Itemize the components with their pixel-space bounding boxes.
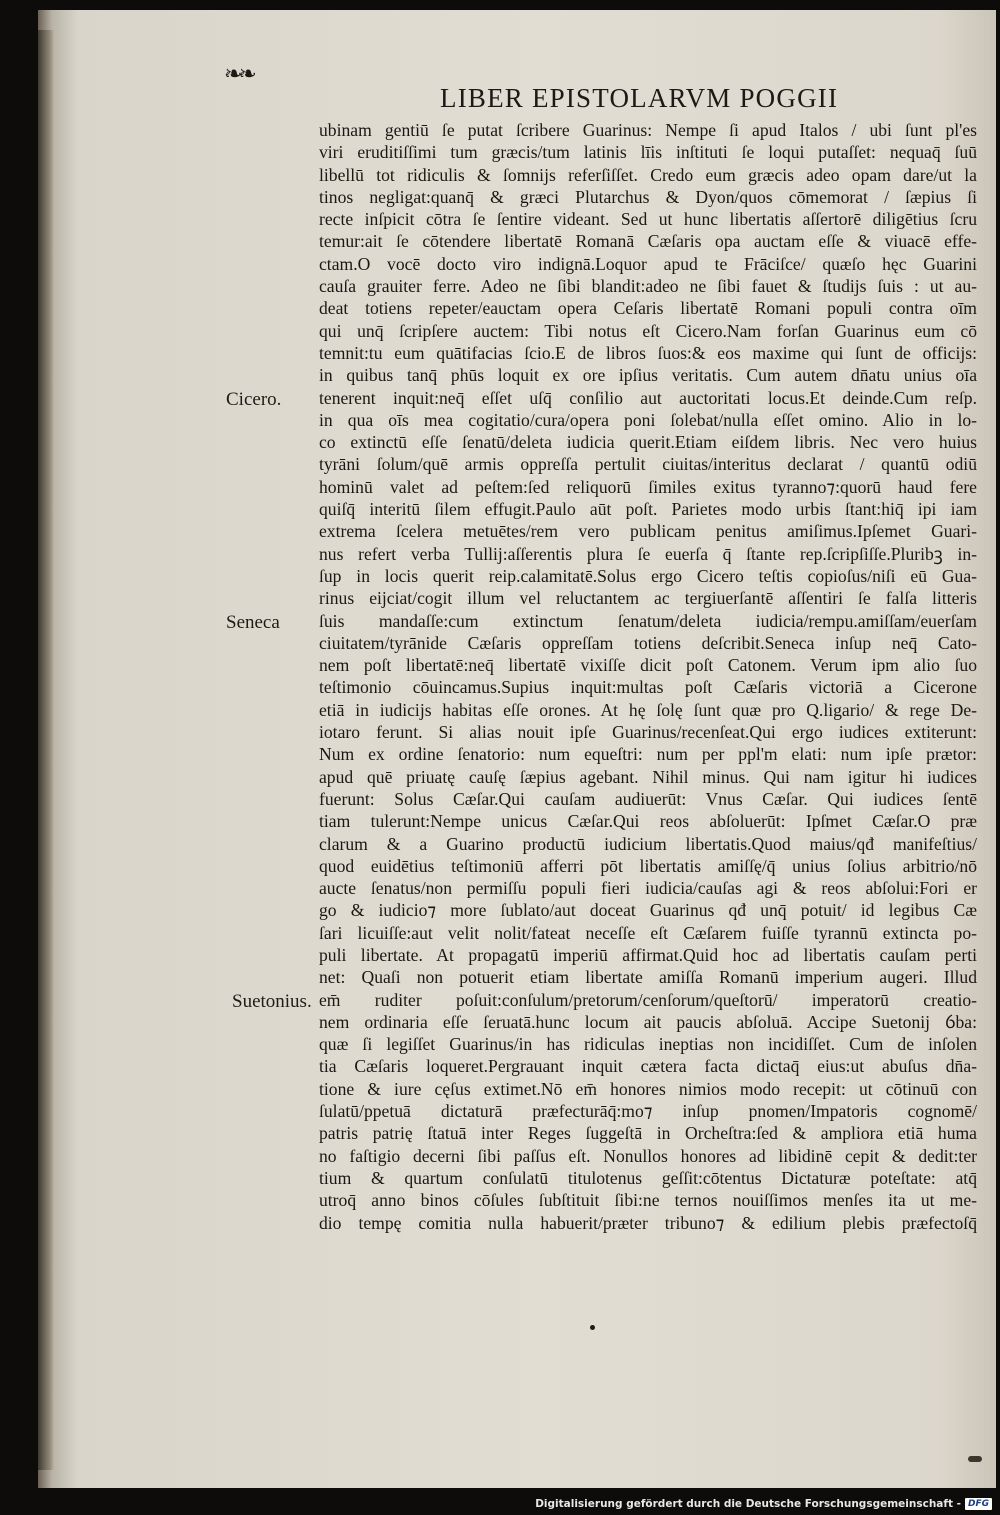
footer-credit: Digitalisierung gefördert durch die Deutsche Forschungsgemeinschaft -	[535, 1498, 961, 1510]
text-line: tyrāni ſolum/quē armis oppreſſa pertulit ciuitas/interitus declarat / quantū odiū	[319, 454, 977, 475]
text-line: apud quē priuatę cauſę ſæpius agebant. Nihil minus. Qui nam igitur hi iudices	[319, 766, 977, 787]
digitization-footer	[535, 1496, 992, 1512]
text-line: tinos negligat:quanq̄ & græci Plutarchus & Dyon/quos cōmemorat / ſæpius ſi	[319, 186, 977, 207]
text-line: clarum & a Guarino productū iudicium libertatis.Quod maius/qđ manifeſtius/	[319, 833, 977, 854]
text-line: etiā in iudicijs habitas eſſe orones. At hę ſolę ſunt quæ pro Q.ligario/ & rege De-	[319, 699, 977, 720]
text-line: no faſtigio decerni ſibi paſſus eſt. Nonullos honores ad libidinē cepit & dedit:ter	[319, 1145, 977, 1166]
text-line: ctam.O vocē docto viro indignā.Loquor apud te Frāciſce/ quæſo hęc Guarini	[319, 253, 977, 274]
text-line: quod euidētius teſtimoniū afferri pōt libertatis amiſſę/q̄ unius ſolius arbitrio/nō	[319, 855, 977, 876]
text-line: iotaro ferunt. Si alias nouit ipſe Guarinus/recenſeat.Qui ergo iudices extiterunt:	[319, 722, 977, 743]
text-line: ciuitatem/tyrānide Cæſaris oppreſſam totiens deſcribit.Seneca inſup neq̄ Cato-	[319, 632, 977, 653]
text-line: libellū tot ridiculis & ſomnijs referſiſſet. Credo eum græcis adeo opam dare/ut la	[319, 164, 977, 185]
text-line: puli libertate. At propagatū imperiū affirmat.Quid hoc ad libertatis cauſam perti	[319, 944, 977, 965]
text-line: cauſa grauiter ferre. Adeo ne ſibi blandit:adeo ne ſibi fauet & ſtudijs ſuis : ut au-	[319, 276, 977, 297]
margin-note: Suetonius.	[232, 990, 312, 1012]
text-line: temnit:tu eum quātifacias ſcio.E de libros ſuos:& eos maxime qui ſunt de officijs:	[319, 342, 977, 363]
text-line: tium & quartum conſulatū titulotenus geſſit:cōtentus Dictaturæ poteſtate: atq̄	[319, 1167, 977, 1188]
text-line: aucte ſenatus/non permiſſu populi fieri iudicia/cauſas agi & reos abſolui:Fori er	[319, 878, 977, 899]
margin-note: Seneca	[226, 611, 280, 633]
text-line: extrema ſcelera metuētes/rem vero publicam penitus amiſimus.Ipſemet Guari-	[319, 521, 977, 542]
text-line: recte inſpicit cōtra ſe ſentire videant. Sed ut hunc libertatis aſſertorē diligētius ſcru	[319, 209, 977, 230]
text-line: tia Cæſaris loqueret.Pergrauant inquit cætera facta dictaq̄ eius:ut abuſus dn̄a-	[319, 1056, 977, 1077]
dfg-logo-icon: DFG	[965, 1498, 992, 1510]
text-line: nem poſt libertatē:neq̄ libertatē vixiſſe dicit poſt Catonem. Verum ipm alio ſuo	[319, 655, 977, 676]
text-line: ſuis mandaſſe:cum extinctum ſenatum/deleta iudicia/rempu.amiſſam/euerſam	[319, 610, 977, 631]
text-line: teſtimonio cōuincamus.Supius inquit:multas poſt Cæſaris victoriā a Cicerone	[319, 677, 977, 698]
text-line: tione & iure cęſus extimet.Nō em̄ honores nimios modo recepit: ut cōtinuū con	[319, 1078, 977, 1099]
text-line: nem ordinaria eſſe ſeruatā.hunc locum ait paucis abſoluā. Accipe Suetonij ỽba:	[319, 1011, 977, 1032]
text-line: quæ ſi legiſſet Guarinus/in has ridiculas ineptias non incidiſſet. Cum de inſolen	[319, 1034, 977, 1055]
text-line: net: Quaſi non potuerit etiam libertate amiſſa Romanū imperium augeri. Illud	[319, 967, 977, 988]
text-line: tiam tulerunt:Nempe unicus Cæſar.Qui reos abſoluerūt: Ipſmet Cæſar.O præ	[319, 811, 977, 832]
text-line: ſup in locis querit reip.calamitatē.Solus ergo Cicero teſtis copioſus/niſi eū Gua-	[319, 565, 977, 586]
text-line: nus refert verba Tullij:aſſerentis plura ſe euerſa q̄ ſtante rep.ſcripſiſſe.Pluribꝫ in-	[319, 543, 977, 564]
text-line: Num ex ordine ſenatorio: num equeſtri: num per ppl'm elati: num ipſe prætor:	[319, 744, 977, 765]
text-line: tenerent inquit:neq̄ eſſet uſq̄ conſilio aut auctoritati locus.Et deinde.Cum reſp.	[319, 387, 977, 408]
text-line: in qua oīs mea cogitatio/cura/opera poni ſolebat/nulla eſſet omino. Alio in lo-	[319, 409, 977, 430]
margin-note: Cicero.	[226, 388, 282, 410]
text-line: rinus eijciat/cogit illum vel reluctantem ac tergiuerſantē aſſentiri ſe falſa litteris	[319, 588, 977, 609]
text-line: deat totiens repeter/eauctam opera Ceſaris libertatē Romani populi contra oīm	[319, 298, 977, 319]
text-line: in quibus tanq̄ phūs loquit ex ore ipſius veritatis. Cum autem dn̄atu unius oīa	[319, 365, 977, 386]
text-line: viri eruditiſſimi tum græcis/tum latinis līis inſtituti ſe loqui putaſſet: nequaq̄ ſuū	[319, 142, 977, 163]
text-line: co extinctū eſſe ſenatū/deleta iudicia querit.Etiam eiſdem libris. Nec vero huius	[319, 432, 977, 453]
text-line: ubinam gentiū ſe putat ſcribere Guarinus: Nempe ſi apud Italos / ubi ſunt pl'es	[319, 120, 977, 140]
page-corner-mark	[968, 1456, 982, 1462]
text-line: quiſq̄ interitū ſilem effugit.Paulo aūt poſt. Parietes modo urbis ſtant:hiq̄ ipi iam	[319, 499, 977, 520]
text-line: qui unq̄ ſcripſere auctem: Tibi notus eſt Cicero.Nam forſan Guarinus eum cō	[319, 320, 977, 341]
ink-speck	[590, 1325, 595, 1330]
text-line: go & iudicio⁊ more ſublato/aut doceat Guarinus qđ unq̄ potuit/ id legibus Cæ	[319, 900, 977, 921]
text-line: hominū valet ad peſtem:ſed reliquorū ſimiles exitus tyranno⁊:quorū haud fere	[319, 476, 977, 497]
printer-ornament: ❧❧	[224, 62, 253, 87]
text-line: dio tempę comitia nulla habuerit/præter tribuno⁊ & edilium plebis præfectoſq̄	[319, 1212, 977, 1233]
body-text	[319, 119, 977, 1234]
text-line: fuerunt: Solus Cæſar.Qui cauſam audiuerūt: Vnus Cæſar. Qui iudices ſentē	[319, 788, 977, 809]
page-gutter-shadow	[38, 30, 54, 1470]
text-line: em̄ ruditer poſuit:conſulum/pretorum/cenſorum/queſtorū/ imperatorū creatio-	[319, 989, 977, 1010]
text-line: ſulatū/ppetuā dictaturā præfecturāq̄:mo⁊ inſup pnomen/Impatoris cognomē/	[319, 1101, 977, 1122]
running-head: LIBER EPISTOLARVM POGGII	[440, 83, 839, 113]
text-line: ſari licuiſſe:aut velit nolit/fateat neceſſe eſt Cæſarem fuiſſe tyrannū extincta po-	[319, 922, 977, 943]
text-line: patris patrię ſtatuā inter Reges ſuggeſtā in Orcheſtra:ſed & ampliora etiā huma	[319, 1123, 977, 1144]
text-line: utroq̄ anno binos cōſules ſubſtituit ſibi:ne ternos nouiſſimos menſes ita ut me-	[319, 1190, 977, 1211]
text-line: temur:ait ſe cōtendere libertatē Romanā Cæſaris opa auctam eſſe & viuacē effe-	[319, 231, 977, 252]
